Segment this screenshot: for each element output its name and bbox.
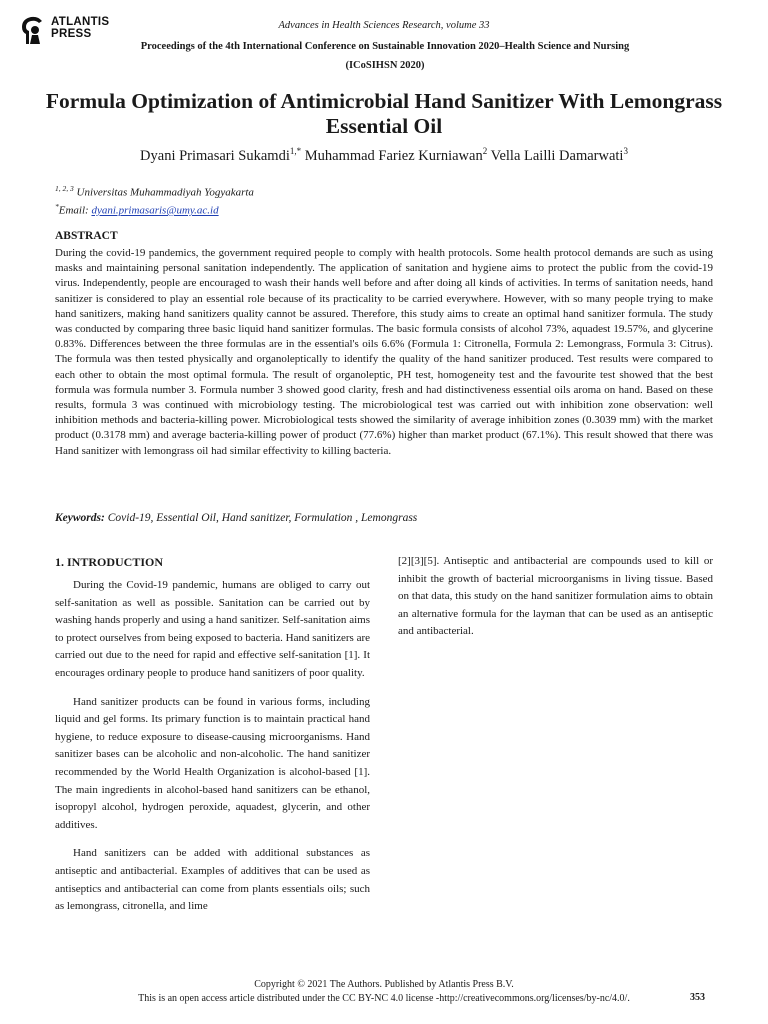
copyright-line: Copyright © 2021 The Authors. Published by Atlantis Press B.V. bbox=[254, 979, 514, 990]
paragraph: [2][3][5]. Antiseptic and antibacterial are compounds used to kill or inhibit the growth of bacterial microorganisms in living tissue. Based on that data, this study on the hand sanitizer formulation aims to obtain an alternative formula for the layman that can be used as an antiseptic and antibacterial. bbox=[398, 555, 713, 638]
abstract-heading: ABSTRACT bbox=[55, 230, 118, 242]
paragraph: Hand sanitizers can be added with additional substances as antiseptic and antibacterial. Examples of additives that can be used as antiseptics and antibacterial can come from plants essentials oils; such as lemongrass, citronella, and lime bbox=[55, 847, 370, 913]
paragraph: During the Covid-19 pandemic, humans are obliged to carry out self-sanitation as well as possible. Sanitation can be carried out by washing hands properly and using a hand sanitizer. Self-sanitation aims to protect ourselves from being exposed to bacteria. Hand sanitizers are carried out due to the need for rapid and effective self-sanitation [1]. It encourages ordinary people to produce hand sanitizers of poor quality. bbox=[55, 579, 370, 679]
author-sup: 3 bbox=[623, 146, 628, 156]
author-name: Muhammad Fariez Kurniawan bbox=[304, 147, 483, 164]
right-column bbox=[398, 553, 713, 652]
publisher-name-line1: ATLANTIS bbox=[51, 16, 110, 28]
affiliation-text: Universitas Muhammadiyah Yogyakarta bbox=[76, 186, 254, 199]
author-sup: 2 bbox=[482, 146, 488, 156]
affiliation-block bbox=[55, 182, 254, 218]
author-name: Vella Lailli Damarwati bbox=[490, 147, 624, 164]
author-sup: 1,* bbox=[289, 146, 302, 156]
license-line: This is an open access article distributed under the CC BY-NC 4.0 license -http://creativecommons.org/licenses/by-nc/4.0/. bbox=[138, 993, 630, 1004]
abstract-text: During the covid-19 pandemics, the government required people to comply with health protocols. Some health protocol demands are such as using masks and maintaining personal sanitation independently. The application of sanitation and hygiene aims to protect the public from the covid-19 virus. Independently, people are encouraged to wash their hands well before and after doing all kinds of activities. In terms of sanitation needs, hand sanitizer is considered to play an essential role because of its practicality to be carried everywhere. However, with so many people trying to make hand sanitizers, making hand sanitizers quality cannot be assured. Therefore, this study aims to create an optimal hand sanitizer formula. The study was conducted by comparing three basic liquid hand sanitizer formulas. The basic formula consists of alcohol 73%, aquadest 19.57%, and glycerine 0.83%. Differences between the three formulas are in the essential's oils 6.6% (Formula 1: Citronella, Formula 2: Lemongrass, Formula 3: Citrus). The formula was then tested physically and organoleptically to identify the quality of the hand sanitizer produced. Test results were compared to each other to obtain the most optimal formula. The result of organoleptic, PH test, homogeneity test and the favourite test showed that the best formula was formula number 3. Formula number 3 showed good clarity, fresh and had distinctiveness essential oils aroma on hand. Based on these results, formula 3 was continued with microbiology testing. The microbiological test was carried out with inhibition zone observation: well inhibition methods and bacteria-killing power. Microbiological tests showed the similarity of average inhibition zones (0.3039 mm) with the market product (0.3178 mm) and average bacteria-killing power of product (77.6%) higher than market product (67.1%). This result showed that there was Hand sanitizer with lemongrass oil had similar effectivity to killing bacteria. bbox=[55, 247, 713, 457]
section-heading: 1. INTRODUCTION bbox=[55, 555, 164, 569]
author-name: Dyani Primasari Sukamdi bbox=[140, 147, 290, 164]
email-label: Email: bbox=[58, 204, 92, 217]
keywords-text: Covid-19, Essential Oil, Hand sanitizer, Formulation , Lemongrass bbox=[107, 512, 418, 524]
keywords-label: Keywords: bbox=[55, 512, 105, 524]
email-link[interactable]: dyani.primasaris@umy.ac.id bbox=[91, 204, 219, 217]
page-number: 353 bbox=[690, 992, 705, 1003]
author-list bbox=[0, 146, 768, 165]
affiliation-sup: 1, 2, 3 bbox=[55, 184, 74, 193]
proceedings-title: Proceedings of the 4th International Conference on Sustainable Innovation 2020–Health Science and Nursing (ICoSIHSN 2020) bbox=[140, 41, 630, 71]
paper-title: Formula Optimization of Antimicrobial Hand Sanitizer With Lemongrass Essential Oil bbox=[45, 89, 723, 138]
email-sup: * bbox=[55, 202, 59, 212]
left-column bbox=[55, 553, 370, 927]
running-head: Advances in Health Sciences Research, volume 33 bbox=[278, 20, 490, 31]
page-footer bbox=[0, 978, 768, 1006]
paragraph: Hand sanitizer products can be found in various forms, including liquid and gel forms. Its primary function is to maintain practical hand hygiene, to reduce exposure to disease-causing microorganisms. Hand sanitizer bases can be alcoholic and non-alcoholic. The hand sanitizer recommended by the World Health Organization is alcohol-based [1]. The main ingredients in alcohol-based hand sanitizers can be ethanol, isopropyl alcohol, hydrogen peroxide, aquadest, glycerin, and other additives. bbox=[55, 695, 370, 831]
keywords bbox=[55, 512, 713, 524]
publisher-name-line2: PRESS bbox=[51, 28, 92, 40]
